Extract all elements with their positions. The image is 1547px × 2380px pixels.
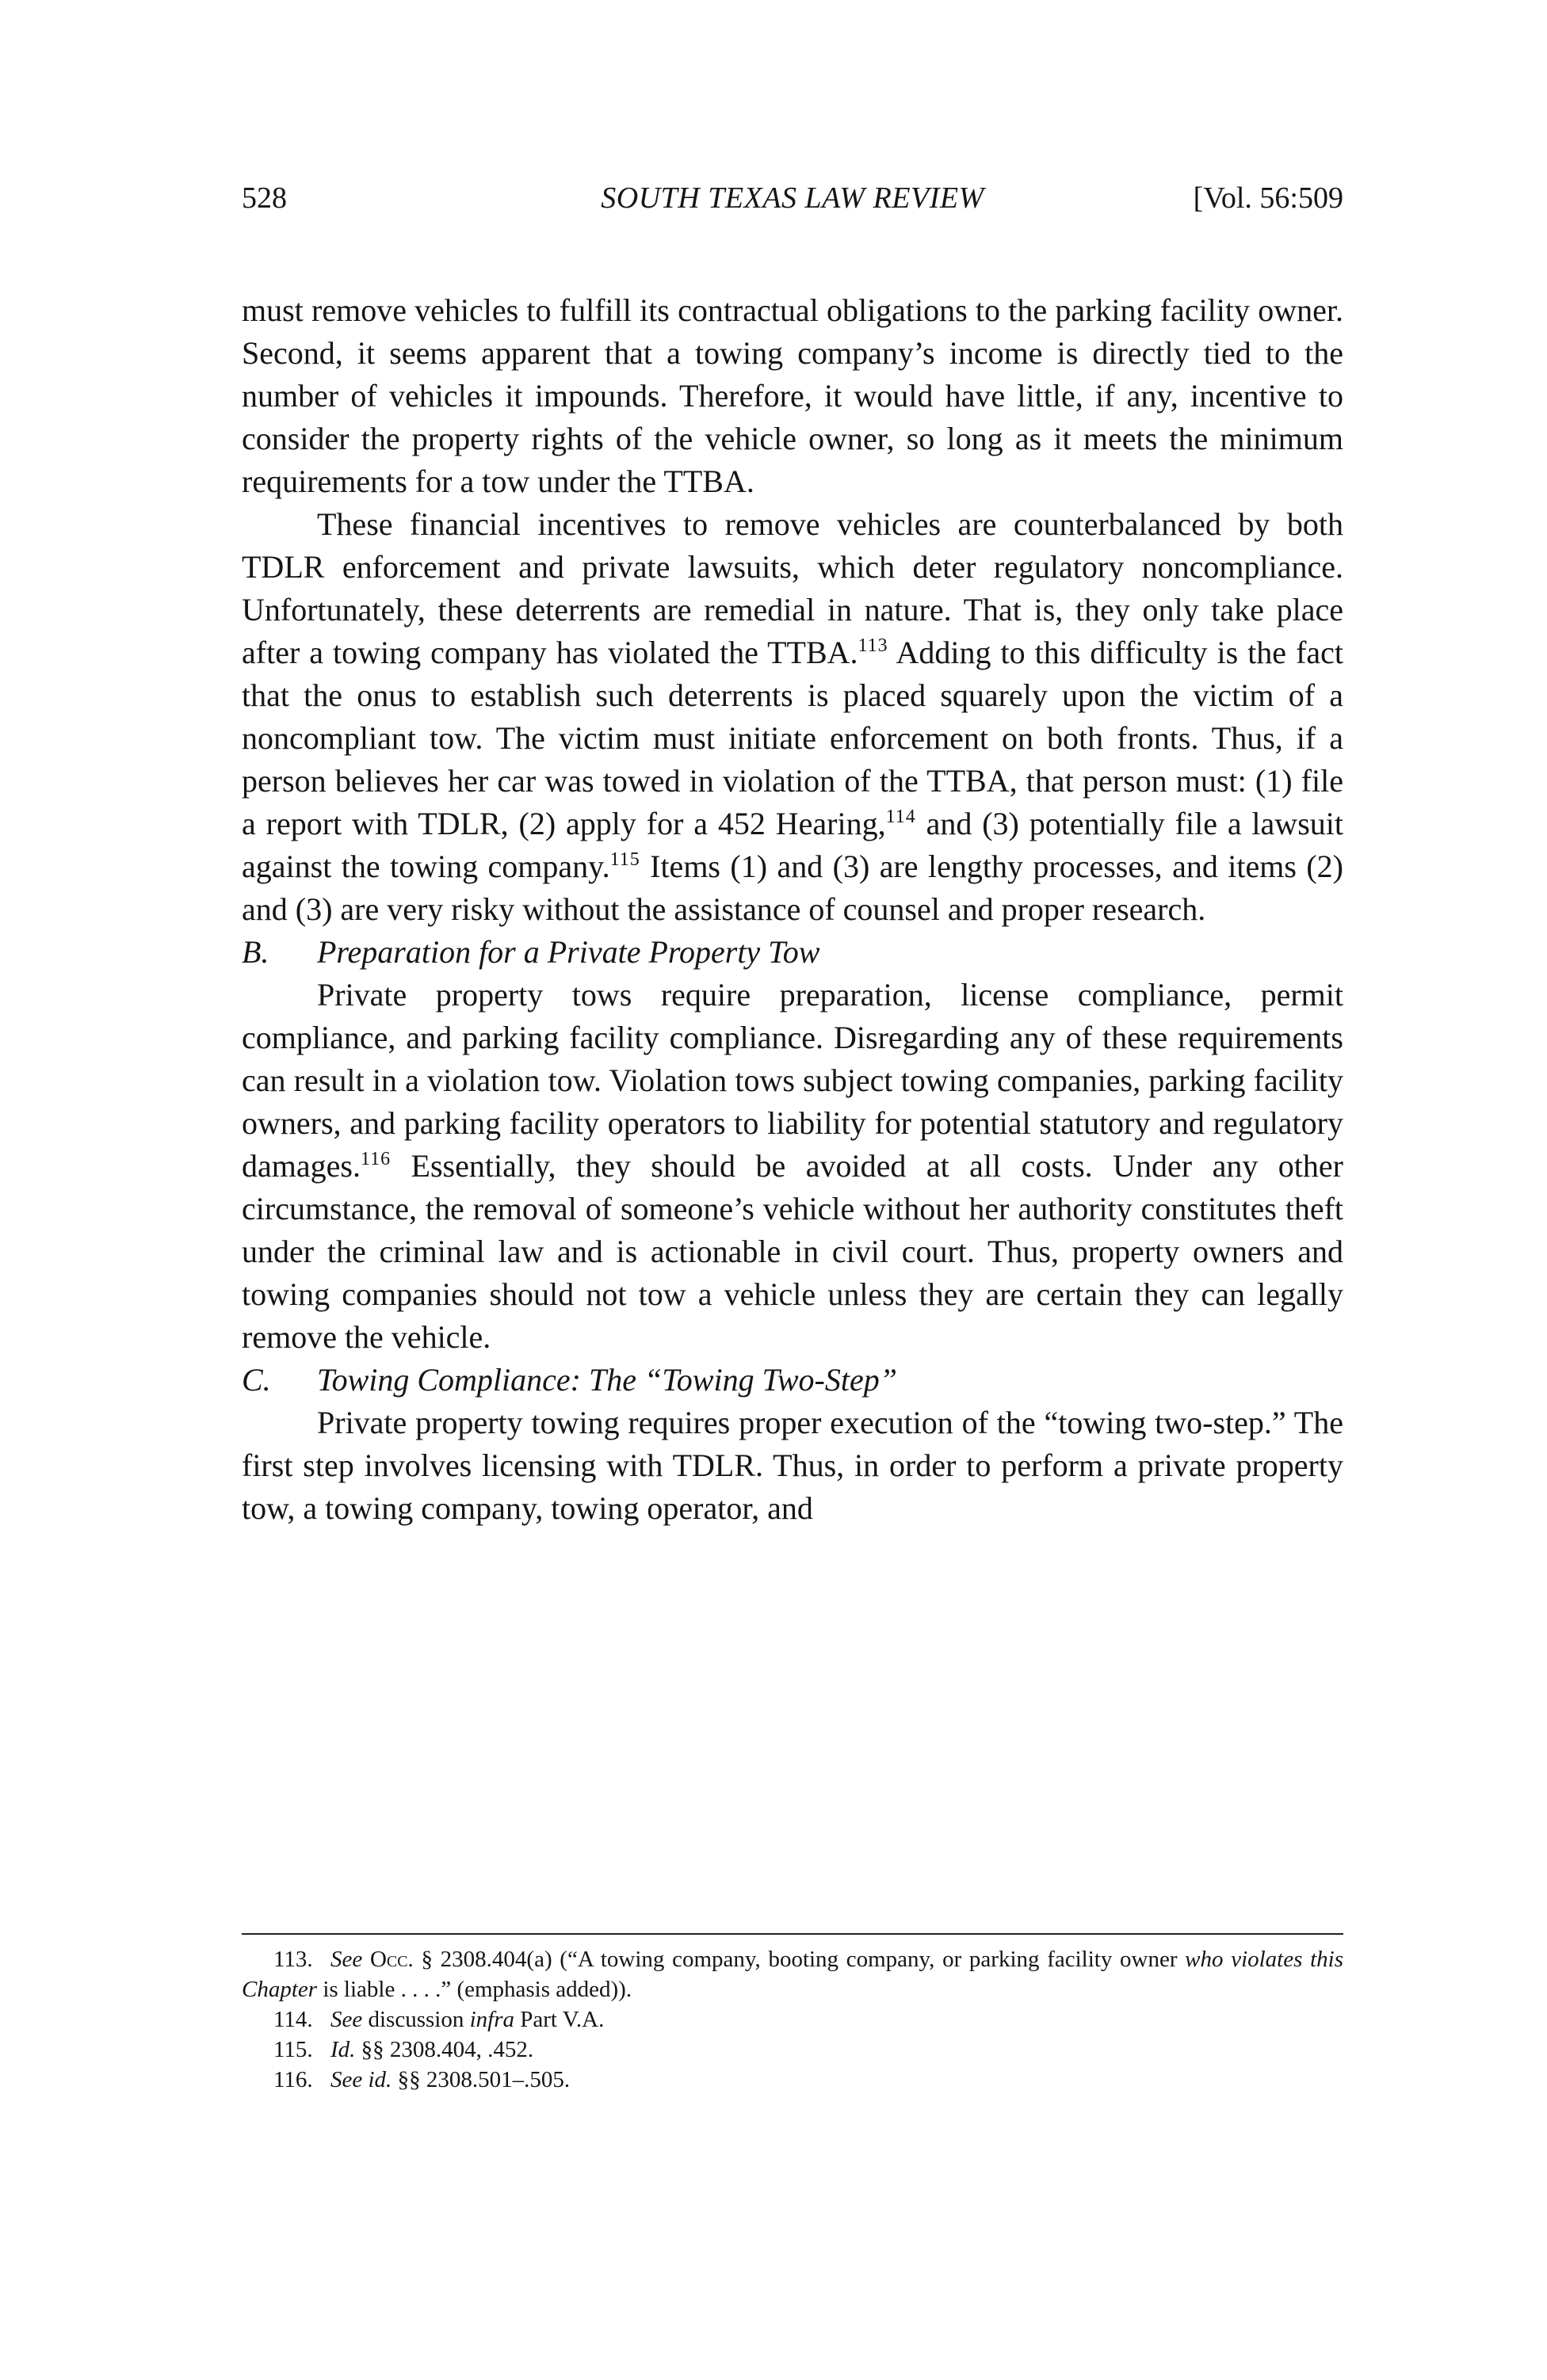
footnote-116-text: §§ 2308.501–.505. (392, 2067, 571, 2092)
footnote-114 (242, 2004, 1343, 2035)
footnote-113-text-a: § 2308.404(a) (“A towing company, booting company, or parking facility owner (413, 1947, 1186, 1972)
paragraph-3-part-b: Essentially, they should be avoided at all costs. Under any other circumstance, the removal of someone’s vehicle without her authority constitutes theft under the criminal law and is actionable in civil court. Thus, property owners and towing companies should not tow a vehicle unless they are certain they can legally remove the vehicle. (242, 1148, 1343, 1355)
footnote-113 (242, 1944, 1343, 2004)
footnote-116 (242, 2065, 1343, 2095)
signal-infra: infra (469, 2007, 514, 2032)
signal-see-id: See id. (330, 2067, 392, 2092)
paragraph-4: Private property towing requires proper execution of the “towing two-step.” The first step involves licensing with TDLR. Thus, in order to perform a private property tow, a towing company, towing operator, and (242, 1405, 1343, 1526)
paragraph-3 (242, 974, 1343, 1359)
occ-abbreviation: Occ. (369, 1947, 414, 1972)
volume-citation: [Vol. 56:509 (1193, 181, 1343, 215)
footnote-ref-115[interactable]: 115 (609, 849, 640, 870)
section-c-letter: C. (242, 1362, 271, 1398)
footnote-number: 115. (273, 2037, 313, 2062)
page-number: 528 (242, 181, 287, 215)
section-b-letter: B. (242, 934, 269, 970)
footnote-divider (242, 1933, 1343, 1935)
section-c-title: Towing Compliance: The “Towing Two-Step” (317, 1362, 897, 1398)
paragraph-1: must remove vehicles to fulfill its contractual obligations to the parking facility owner. Second, it seems apparent that a towing company’s income is directly tied to the number of vehicles it impounds. Therefore, it would have little, if any, incentive to consider the property rights of the vehicle owner, so long as it meets the minimum requirements for a tow under the TTBA. (242, 292, 1343, 499)
footnote-ref-116[interactable]: 116 (360, 1149, 392, 1169)
paragraph-2-part-c: and (3) potentially file a lawsuit against the towing company. (242, 806, 1343, 884)
footnote-115-text: §§ 2308.404, .452. (355, 2037, 534, 2062)
footnote-number: 114. (273, 2007, 313, 2032)
body-text (242, 289, 1343, 1530)
section-heading-b (242, 931, 1343, 974)
footnote-114-text-a: discussion (362, 2007, 470, 2032)
footnote-number: 116. (273, 2067, 313, 2092)
signal-see: See (330, 2007, 363, 2032)
paragraph-2-part-d: Items (1) and (3) are lengthy processes, and items (2) and (3) are very risky without the assistance of counsel and proper research. (242, 849, 1344, 927)
footnote-114-text-b: Part V.A. (514, 2007, 605, 2032)
journal-title: SOUTH TEXAS LAW REVIEW (601, 181, 984, 215)
footnote-ref-113[interactable]: 113 (858, 635, 888, 656)
paragraph-3-part-a: Private property tows require preparation, license compliance, permit compliance, and parking facility compliance. Disregarding any of these requirements can result in a violation tow. Violation tows subject towing companies, parking facility owners, and parking facility operators to liability for potential statutory and regulatory damages. (242, 977, 1343, 1184)
footnote-ref-114[interactable]: 114 (885, 807, 916, 827)
footnotes (242, 1933, 1343, 2095)
footnote-115 (242, 2035, 1343, 2065)
paragraph-2-part-a: These financial incentives to remove vehicles are counterbalanced by both TDLR enforcement and private lawsuits, which deter regulatory noncompliance. Unfortunately, these deterrents are remedial in nature. That is, they only take place after a towing company has violated the TTBA. (242, 506, 1343, 670)
footnote-113-text-b: is liable . . . .” (emphasis added)). (317, 1977, 632, 2002)
section-heading-c (242, 1359, 1343, 1402)
running-head (242, 174, 1343, 222)
footnote-number: 113. (273, 1947, 313, 1972)
section-b-title: Preparation for a Private Property Tow (317, 934, 820, 970)
paragraph-2 (242, 503, 1343, 931)
signal-see: See (330, 1947, 363, 1972)
footnote-113-emphasis: who violates this Chapter (242, 1947, 1343, 2002)
signal-id: Id. (330, 2037, 356, 2062)
paragraph-2-part-b: Adding to this difficulty is the fact that the onus to establish such deterrents is placed squarely upon the victim of a noncompliant tow. The victim must initiate enforcement on both fronts. Thus, if a person believes her car was towed in violation of the TTBA, that person must: (1) file a report with TDLR, (2) apply for a 452 Hearing, (242, 635, 1344, 841)
